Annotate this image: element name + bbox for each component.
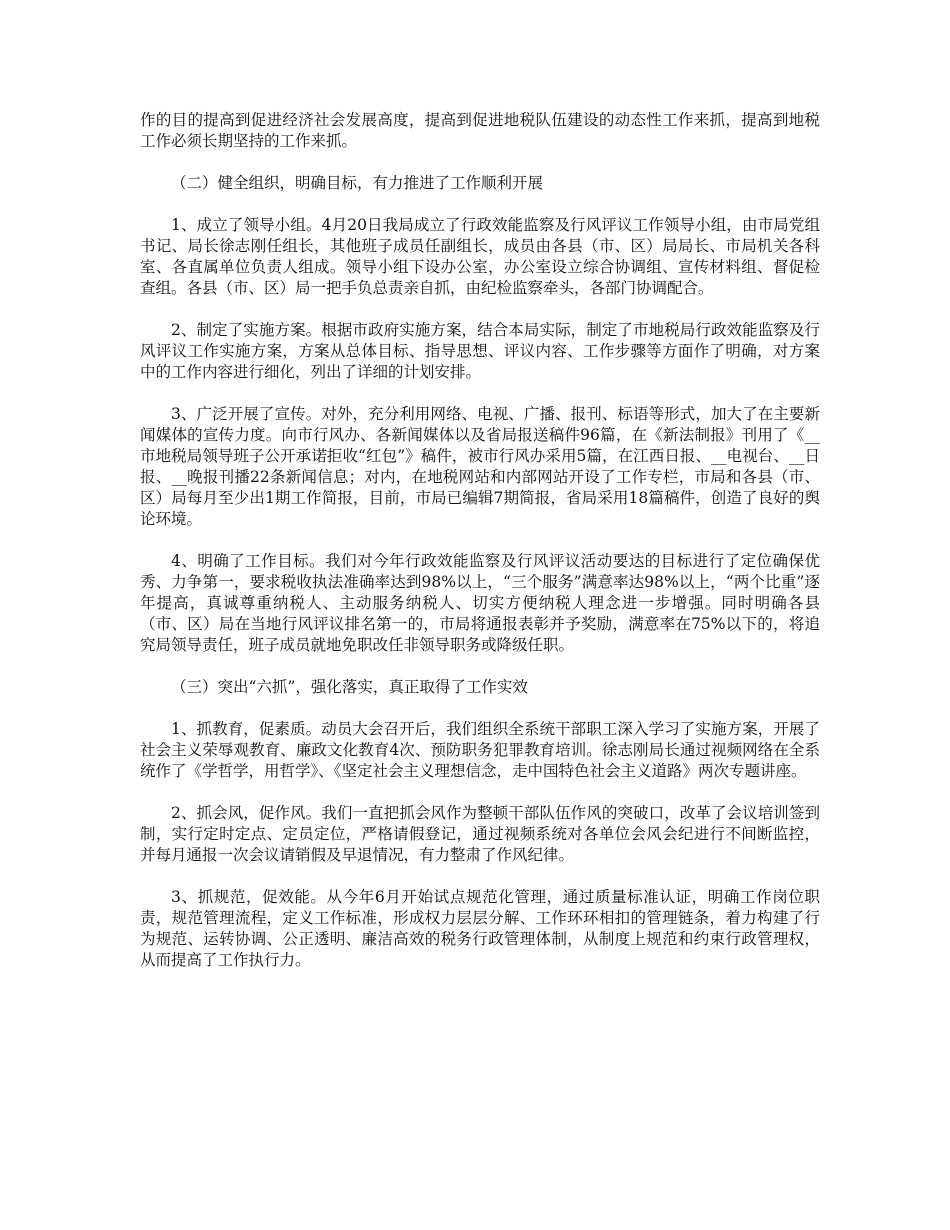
paragraph-continuation: 作的目的提高到促进经济社会发展高度，提高到促进地税队伍建设的动态性工作来抓，提高到地税工作必须长期坚持的工作来抓。 [140,111,820,150]
paragraph-education: 1、抓教育，促素质。动员大会召开后，我们组织全系统干部职工深入学习了实施方案，开展了社会主义荣辱观教育、廉政文化教育4次、预防职务犯罪教育培训。徐志刚局长通过视频网络在全系统作了《学哲学，用哲学》、《坚定社会主义理想信念，走中国特色社会主义道路》两次专题讲座。 [140,720,820,780]
section-heading-2: （二）健全组织，明确目标，有力推进了工作顺利开展 [171,174,544,192]
document-body [140,110,820,992]
paragraph-publicity: 3、广泛开展了宣传。对外，充分利用网络、电视、广播、报刊、标语等形式，加大了在主要新闻媒体的宣传力度。向市行风办、各新闻媒体以及省局报送稿件96篇，在《新法制报》刊用了《__市地税局领导班子公开承诺拒收“红包”》稿件，被市行风办采用5篇，在江西日报、__电视台、__日报、__晚报刊播22条新闻信息；对内，在地税网站和内部网站开设了工作专栏，市局和各县（市、区）局每月至少出1期工作简报，目前，市局已编辑7期简报，省局采用18篇稿件，创造了良好的舆论环境。 [140,405,820,528]
paragraph-work-goals: 4、明确了工作目标。我们对今年行政效能监察及行风评议活动要达的目标进行了定位确保优秀、力争第一，要求税收执法准确率达到98%以上，“三个服务”满意率达98%以上，“两个比重”逐年提高，真诚尊重纳税人、主动服务纳税人、切实方便纳税人理念进一步增强。同时明确各县（市、区）局在当地行风评议排名第一的，市局将通报表彰并予奖励，满意率在75%以下的，将追究局领导责任，班子成员就地免职改任非领导职务或降级任职。 [140,552,820,654]
paragraph-meeting-style: 2、抓会风，促作风。我们一直把抓会风作为整顿干部队伍作风的突破口，改革了会议培训签到制，实行定时定点、定员定位，严格请假登记，通过视频系统对各单位会风会纪进行不间断监控，并每月通报一次会议请销假及早退情况，有力整肃了作风纪律。 [140,804,820,864]
section-heading-3: （三）突出“六抓”，强化落实，真正取得了工作实效 [171,678,528,696]
paragraph-implementation-plan: 2、制定了实施方案。根据市政府实施方案，结合本局实际，制定了市地税局行政效能监察及行风评议工作实施方案，方案从总体目标、指导思想、评议内容、工作步骤等方面作了明确，对方案中的工作内容进行细化，列出了详细的计划安排。 [140,321,820,381]
paragraph-standardization: 3、抓规范，促效能。从今年6月开始试点规范化管理，通过质量标准认证，明确工作岗位职责，规范管理流程，定义工作标准，形成权力层层分解、工作环环相扣的管理链条，着力构建了行为规范、运转协调、公正透明、廉洁高效的税务行政管理体制，从制度上规范和约束行政管理权，从而提高了工作执行力。 [140,888,820,969]
paragraph-leading-group: 1、成立了领导小组。4月20日我局成立了行政效能监察及行风评议工作领导小组，由市局党组书记、局长徐志刚任组长，其他班子成员任副组长，成员由各县（市、区）局局长、市局机关各科室、各直属单位负责人组成。领导小组下设办公室，办公室设立综合协调组、宣传材料组、督促检查组。各县（市、区）局一把手负总责亲自抓，由纪检监察牵头，各部门协调配合。 [140,216,820,297]
